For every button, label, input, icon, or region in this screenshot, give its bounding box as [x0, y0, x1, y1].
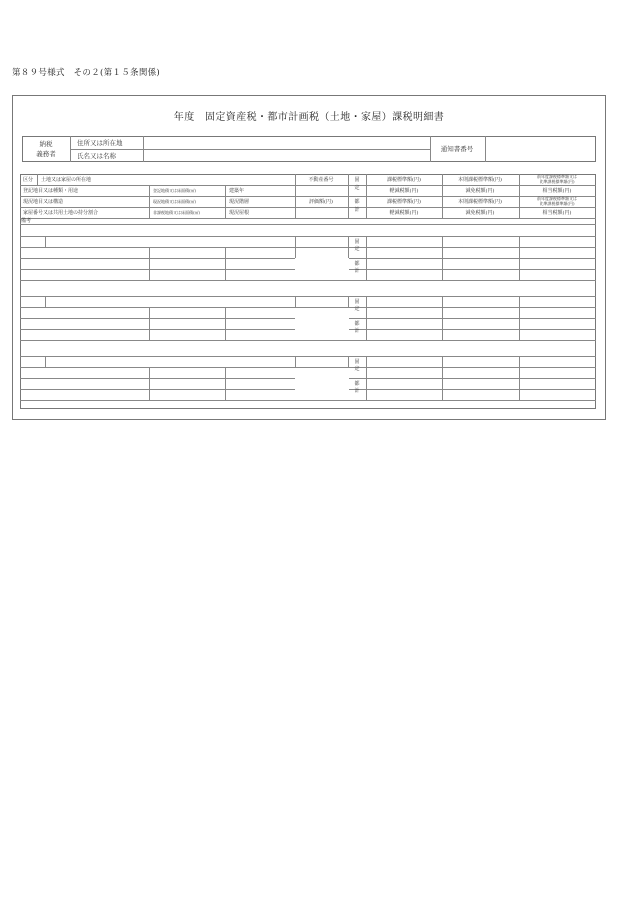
header-equivalent-tax-2: 相当税額(円) — [542, 210, 572, 216]
header-kotei-1: 固 — [354, 177, 360, 183]
block2-toshi-1: 都 — [354, 321, 360, 327]
header-kazei-std-2: 課税標準額(円) — [387, 199, 421, 205]
block3-kotei-1: 固 — [354, 359, 360, 365]
block1-toshi-2: 計 — [354, 268, 360, 274]
header-location: 土地又は家屋の所在地 — [41, 177, 92, 183]
header-property-number: 不動産番号 — [308, 177, 334, 183]
header-current-level: 現況屋根 — [229, 210, 250, 216]
address-label: 住所又は所在地 — [77, 139, 123, 147]
form-title: 年度 固定資産税・都市計画税（土地・家屋）課税明細書 — [173, 112, 445, 123]
address-field[interactable] — [143, 137, 430, 149]
header-prev-std-2-line1: 前年度課税標準額又は — [537, 196, 577, 201]
header-exempt-tax-1: 減免税額(円) — [465, 188, 495, 194]
block1-kotei-2: 定 — [354, 246, 360, 252]
header-toshi-2: 計 — [354, 207, 360, 213]
header-registered-area: 登記地積又は床面積(㎡) — [153, 188, 197, 193]
remarks-label: 備考 — [21, 218, 32, 224]
header-built-year: 建築年 — [229, 188, 245, 194]
block1-kotei-1: 固 — [354, 239, 360, 245]
header-kotei-2: 定 — [354, 185, 360, 191]
header-kubun: 区分 — [23, 177, 34, 183]
block1-toshi-1: 都 — [354, 261, 360, 267]
name-label: 氏名又は名称 — [77, 152, 116, 160]
header-assessed-value: 評価額(円) — [309, 199, 333, 205]
header-taxable-area: 非課税地積又は床面積(㎡) — [153, 210, 201, 215]
header-current-category: 現況地目又は構造 — [23, 199, 64, 205]
header-kazei-std-1: 課税標準額(円) — [387, 177, 421, 183]
header-honnendo-std-1: 本則課税標準額(円) — [458, 177, 502, 183]
notice-number-field[interactable] — [485, 137, 596, 162]
block3-toshi-1: 都 — [354, 381, 360, 387]
header-registered-category: 登記地目又は種類・用途 — [23, 188, 79, 194]
header-reduced-tax-1: 軽減税額(円) — [389, 188, 419, 194]
notice-number-label: 通知書番号 — [440, 145, 474, 153]
header-reduced-tax-2: 軽減税額(円) — [389, 210, 419, 216]
block3-toshi-2: 計 — [354, 388, 360, 394]
block2-toshi-2: 計 — [354, 328, 360, 334]
block2-kotei-2: 定 — [354, 306, 360, 312]
header-honnendo-std-2: 本則課税標準額(円) — [458, 199, 502, 205]
header-current-floors: 現況階層 — [229, 199, 250, 205]
taxpayer-label-line1: 納税 — [39, 140, 53, 148]
form-number: 第８９号様式 その２(第１５条関係) — [12, 68, 161, 78]
header-equivalent-tax-1: 相当税額(円) — [542, 188, 572, 194]
header-prev-std-1-line1: 前年度課税標準額又は — [537, 174, 577, 179]
taxpayer-label-line2: 義務者 — [36, 150, 56, 158]
header-house-number: 家屋番号又は共用土地の持分割合 — [23, 210, 99, 216]
header-exempt-tax-2: 減免税額(円) — [465, 210, 495, 216]
header-prev-std-1-line2: 比準課税標準額(円) — [539, 179, 575, 184]
block2-kotei-1: 固 — [354, 299, 360, 305]
name-field[interactable] — [143, 150, 430, 162]
header-current-area: 現況地積又は床面積(㎡) — [153, 199, 197, 204]
tax-statement-form — [12, 95, 606, 420]
block3-kotei-2: 定 — [354, 366, 360, 372]
header-prev-std-2-line2: 比準課税標準額(円) — [539, 201, 575, 206]
header-toshi-1: 都 — [354, 199, 360, 205]
